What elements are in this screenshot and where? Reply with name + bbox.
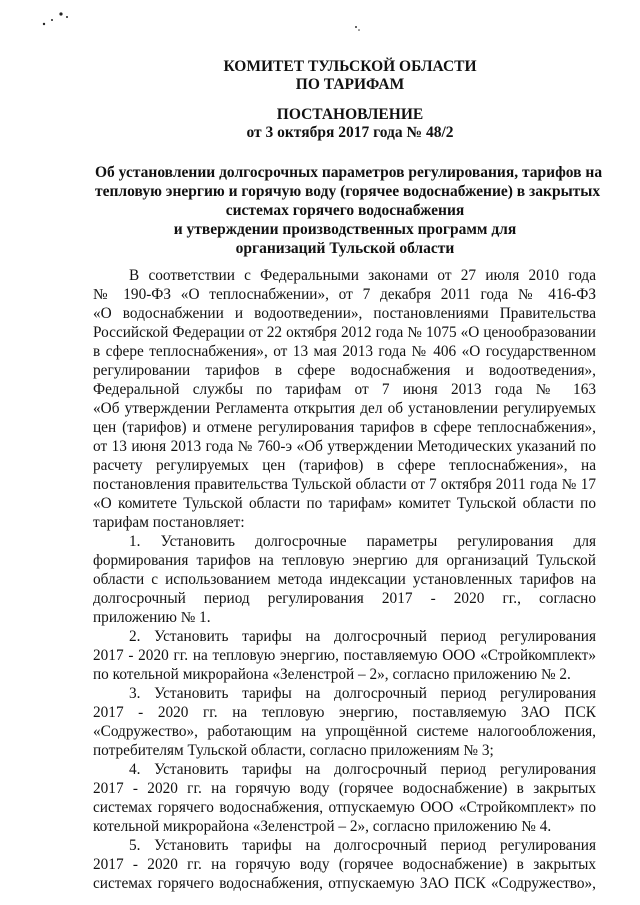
document-title <box>95 163 603 258</box>
body-line: тарифам постановляет: <box>93 514 245 531</box>
body-line: Федеральной службы по тарифам от 7 июня 2013 года № 163 <box>93 381 596 398</box>
body-line: Российской Федерации от 22 октября 2012 года № 1075 «О ценообразовании <box>93 324 596 341</box>
title-line: Об установлении долгосрочных параметров регулирования, тарифов на <box>95 164 603 181</box>
body-line: 2017 - 2020 гг. на тепловую энергию, поставляемую ЗАО ПСК <box>93 704 596 721</box>
title-line: и утверждении производственных программ для <box>173 221 517 238</box>
body-line: цен (тарифов) и отмене регулирования тарифов в сфере теплоснабжения», <box>93 419 596 436</box>
body-line: 5. Установить тарифы на долгосрочный период регулирования <box>129 837 596 854</box>
body-line: от 13 июня 2013 года № 760-э «Об утверждении Методических указаний по <box>93 438 596 455</box>
body-line: постановления правительства Тульской области от 7 октября 2011 года № 17 <box>93 476 596 493</box>
body-line: «Содружество», работающим на упрощённой системе налогообложения, <box>93 723 596 740</box>
body-line: 2017 - 2020 гг. на горячую воду (горячее водоснабжение) в закрытых <box>93 780 596 797</box>
title-line: организаций Тульской области <box>235 240 455 257</box>
body-line: расчету регулируемых цен (тарифов) в сфере теплоснабжения», на <box>93 457 596 474</box>
body-line: области с использованием метода индексации установленных тарифов на <box>93 571 596 588</box>
scan-specks <box>0 0 640 60</box>
body-line: долгосрочный период регулирования 2017 - 2020 гг., согласно <box>93 590 596 607</box>
title-line: тепловую энергию и горячую воду (горячее водоснабжение) в закрытых <box>95 183 601 200</box>
document-body <box>93 266 596 893</box>
body-line: «О водоснабжении и водоотведении», постановлениями Правительства <box>93 305 596 322</box>
body-line: 2017 - 2020 гг. на тепловую энергию, поставляемую ООО «Стройкомплект» <box>93 647 596 664</box>
body-line: 3. Установить тарифы на долгосрочный период регулирования <box>129 685 596 702</box>
body-line: системах горячего водоснабжения, отпускаемую ЗАО ПСК «Содружество», <box>93 875 596 892</box>
body-line: по котельной микрорайона «Зеленстрой – 2», согласно приложению № 2. <box>93 666 571 683</box>
body-line: 4. Установить тарифы на долгосрочный период регулирования <box>129 761 596 778</box>
body-line: 1. Установить долгосрочные параметры регулирования для <box>129 533 596 550</box>
org-name-line2: ПО ТАРИФАМ <box>295 76 405 93</box>
document-type: ПОСТАНОВЛЕНИЕ <box>276 106 424 123</box>
body-line: «Об утверждении Регламента открытия дел об установлении регулируемых <box>93 400 596 417</box>
document-date-number: от 3 октября 2017 года № 48/2 <box>246 124 454 141</box>
body-line: «О комитете Тульской области по тарифам» комитет Тульской области по <box>93 495 596 512</box>
body-line: 2017 - 2020 гг. на горячую воду (горячее водоснабжение) в закрытых <box>93 856 596 873</box>
org-name-line1: КОМИТЕТ ТУЛЬСКОЙ ОБЛАСТИ <box>223 58 477 75</box>
body-line: 2. Установить тарифы на долгосрочный период регулирования <box>129 628 596 645</box>
body-line: В соответствии с Федеральными законами от 27 июля 2010 года <box>129 267 596 284</box>
body-line: системах горячего водоснабжения, отпускаемую ООО «Стройкомплект» по <box>93 799 596 816</box>
body-line: регулировании тарифов в сфере водоснабжения и водоотведения», <box>93 362 596 379</box>
body-line: формирования тарифов на тепловую энергию для организаций Тульской <box>93 552 596 569</box>
document-header <box>0 58 640 142</box>
body-line: в сфере теплоснабжения», от 13 мая 2013 года № 406 «О государственном <box>93 343 596 360</box>
body-line: приложению № 1. <box>93 609 211 626</box>
body-line: № 190-ФЗ «О теплоснабжении», от 7 декабря 2011 года № 416-ФЗ <box>93 286 596 303</box>
title-line: системах горячего водоснабжения <box>225 202 465 219</box>
body-line: потребителям Тульской области, согласно приложениям № 3; <box>93 742 494 759</box>
body-line: котельной микрорайона «Зеленстрой – 2», согласно приложению № 4. <box>93 818 552 835</box>
